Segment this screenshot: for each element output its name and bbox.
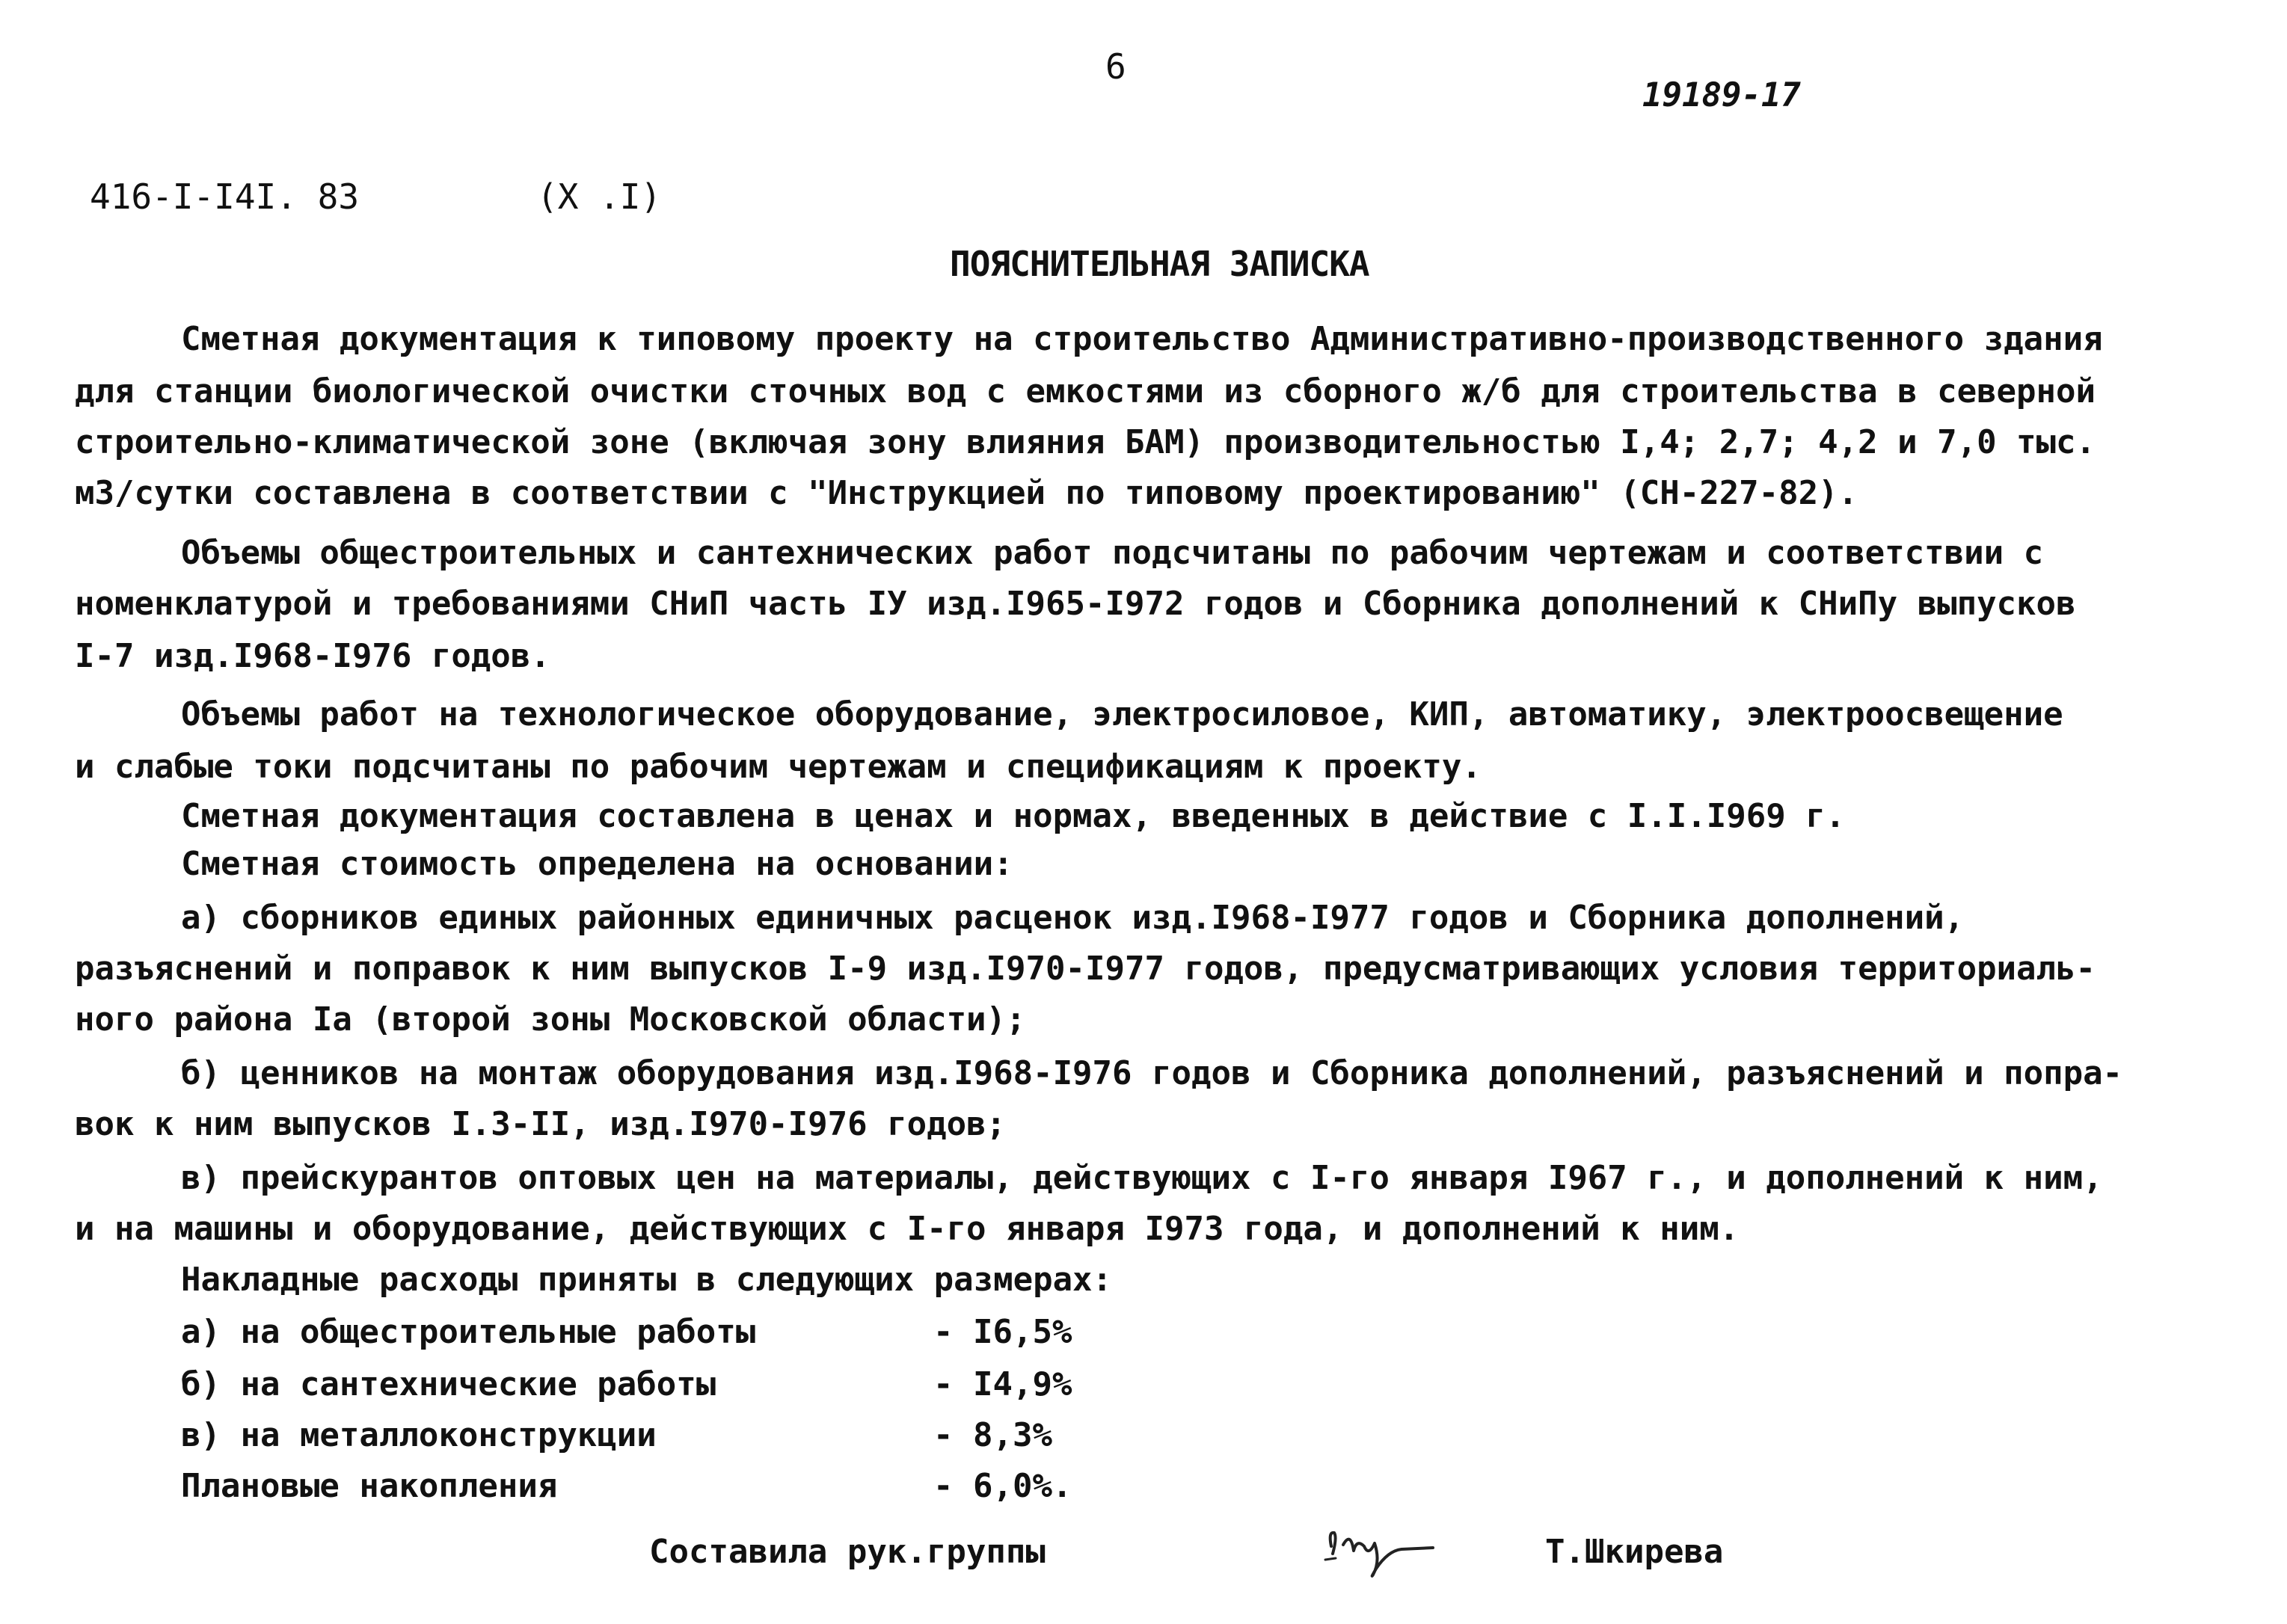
body-line: м3/сутки составлена в соответствии с "Инструкцией по типовому проектированию" (СН-227-82).: [75, 474, 1858, 512]
rate-label: в) на металлоконструкции: [181, 1416, 657, 1454]
body-line: Объемы общестроительных и сантехнических работ подсчитаны по рабочим чертежам и соответствии с: [181, 534, 2044, 572]
rate-label: б) на сантехнические работы: [181, 1365, 716, 1403]
rate-value: - 8,3%: [933, 1416, 1052, 1454]
body-line: и слабые токи подсчитаны по рабочим чертежам и спецификациям к проекту.: [75, 748, 1482, 786]
body-line: для станции биологической очистки сточных вод с емкостями из сборного ж/б для строительства в северной: [75, 372, 2096, 410]
body-line: и на машины и оборудование, действующих с I-го января I973 года, и дополнений к ним.: [75, 1210, 1740, 1248]
body-line: номенклатурой и требованиями СНиП часть IУ изд.I965-I972 годов и Сборника дополнений к СНиПу выпусков: [75, 585, 2076, 623]
body-line: вок к ним выпусков I.3-II, изд.I970-I976 годов;: [75, 1105, 1007, 1143]
signature-role: Составила рук.группы: [649, 1533, 1046, 1571]
rate-value: - 6,0%.: [933, 1467, 1072, 1505]
body-line: б) ценников на монтаж оборудования изд.I968-I976 годов и Сборника дополнений, разъяснений и попра-: [181, 1054, 2123, 1092]
body-line: Объемы работ на технологическое оборудование, электросиловое, КИП, автоматику, электроосвещение: [181, 695, 2063, 733]
body-line: I-7 изд.I968-I976 годов.: [75, 637, 550, 675]
document-section: (X .I): [537, 176, 662, 217]
signature-name: Т.Шкирева: [1545, 1533, 1724, 1571]
body-line: в) прейскурантов оптовых цен на материалы, действующих с I-го января I967 г., и дополнений к ним,: [181, 1159, 2103, 1197]
body-line: строительно-климатической зоне (включая зону влияния БАМ) производительностью I,4; 2,7; 4,2 и 7,0 тыс.: [75, 423, 2096, 461]
document-code: 416-I-I4I. 83: [90, 176, 360, 217]
rate-label: Плановые накопления: [181, 1467, 558, 1505]
body-line: ного района Iа (второй зоны Московской области);: [75, 1000, 1026, 1039]
body-line: а) сборников единых районных единичных расценок изд.I968-I977 годов и Сборника дополнений,: [181, 899, 1965, 937]
body-line: разъяснений и поправок к ним выпусков I-9 изд.I970-I977 годов, предусматривающих условия территориаль-: [75, 950, 2096, 988]
body-line: Накладные расходы приняты в следующих размерах:: [181, 1261, 1113, 1299]
body-line: Сметная документация составлена в ценах и нормах, введенных в действие с I.I.I969 г.: [181, 797, 1846, 835]
archive-number: 19189-17: [1642, 76, 1801, 114]
rate-label: а) на общестроительные работы: [181, 1313, 756, 1351]
body-line: Сметная документация к типовому проекту на строительство Административно-производственного здания: [181, 320, 2103, 358]
page-number: 6: [1105, 46, 1126, 87]
document-title: ПОЯСНИТЕЛЬНАЯ ЗАПИСКА: [950, 244, 1369, 284]
handwritten-signature: [1321, 1516, 1470, 1584]
body-line: Сметная стоимость определена на основании:: [181, 845, 1013, 883]
rate-value: - I4,9%: [933, 1365, 1072, 1403]
rate-value: - I6,5%: [933, 1313, 1072, 1351]
